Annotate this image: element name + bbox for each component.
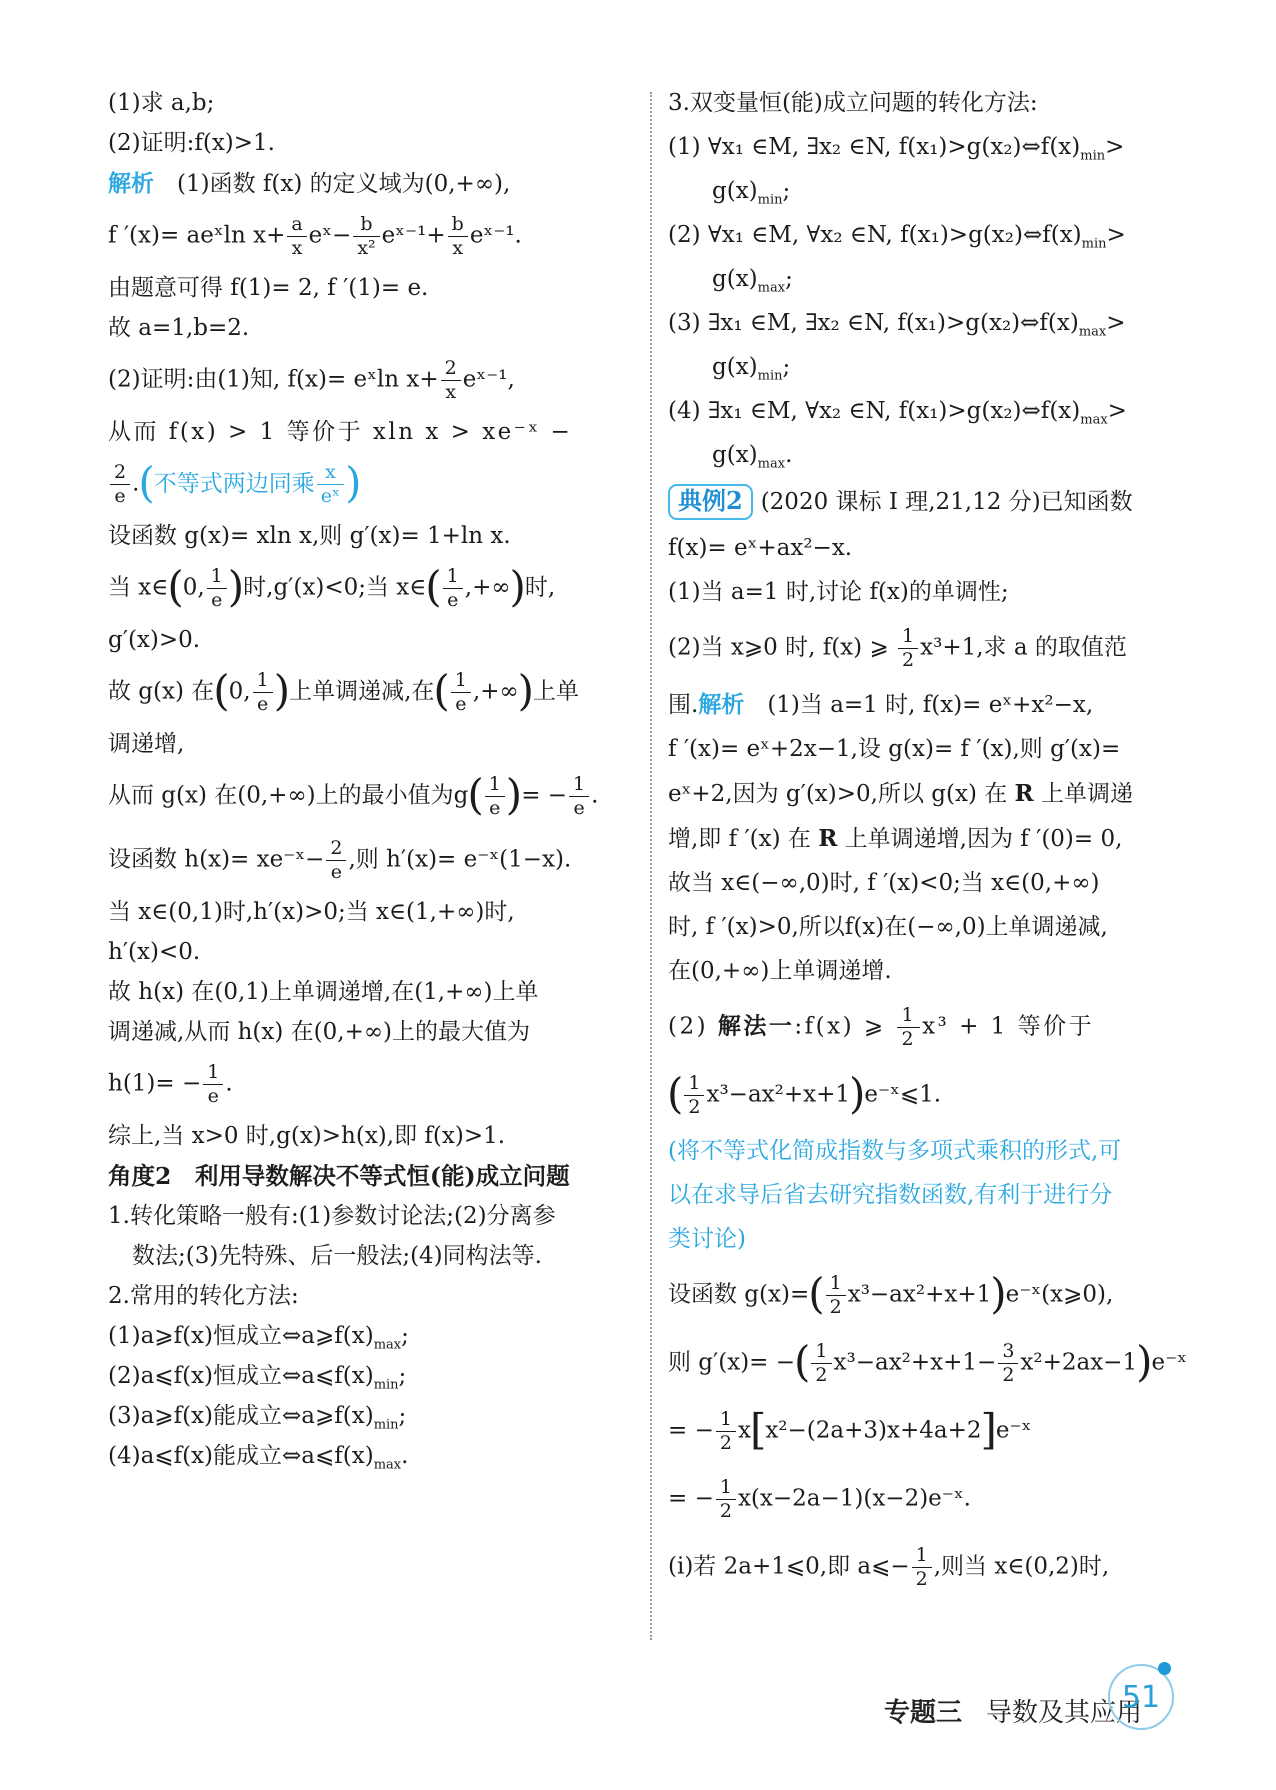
text-line: h′(x)<0. <box>108 939 201 965</box>
fraction: $\frac{1}{e}$ <box>485 773 505 820</box>
footer-section: 导数及其应用 <box>986 1698 1143 1728</box>
fraction: $\frac{2}{x}$ <box>441 357 461 404</box>
text-line: (i)若 2a+1⩽0,即 a⩽− $\frac{1}{2}$ ,则当 x∈(0,2)时, <box>668 1544 1110 1590</box>
text-line: eˣ+2,因为 g′(x)>0,所以 g(x) 在 R 上单调递 <box>668 780 1133 807</box>
text-line: f(x)= eˣ+ax²−x. <box>668 535 853 561</box>
analysis-label: 解析 <box>698 691 745 718</box>
text-line: 当 x∈(0,1)时,h′(x)>0;当 x∈(1,+∞)时, <box>108 899 515 925</box>
text-line: 数法;(3)先特殊、后一般法;(4)同构法等. <box>132 1243 542 1269</box>
text-line: 调递增, <box>108 731 185 757</box>
text-line: (2)证明:由(1)知, f(x)= eˣln x+ $\frac{2}{x}$ eˣ⁻¹, <box>108 357 515 403</box>
text-line: $g(x)_{min}$; <box>712 354 791 384</box>
text-line: 围.解析 (1)当 a=1 时, f(x)= eˣ+x²−x, <box>668 691 1094 718</box>
text-line: (3) ∃x₁ ∈M, ∃x₂ ∈N, $f(x_1)>g(x_2)\Leftrightarrow f(x)_{max}>$ <box>668 310 1126 340</box>
fraction: $\frac{b}{x}$ <box>448 213 468 260</box>
text-line: (3)a⩾f(x)能成立$\Leftrightarrow a⩾f(x)_{min}$; <box>108 1403 407 1433</box>
example-badge: 典例2 <box>668 484 753 520</box>
fraction: $\frac{2}{e}$ <box>110 461 130 508</box>
fraction: $\frac{1}{2}$ <box>898 625 918 672</box>
text-line: (4) ∃x₁ ∈M, ∀x₂ ∈N, $f(x_1)>g(x_2)\Leftrightarrow f(x)_{max}>$ <box>668 398 1127 428</box>
text-line: 当 x∈(0, $\frac{1}{e}$ )时,g′(x)<0;当 x∈( $\frac{1}{e}$ ,+∞)时, <box>108 561 556 611</box>
fraction: $\frac{1}{2}$ <box>826 1272 846 1319</box>
text-line: f ′(x)= eˣ+2x−1,设 g(x)= f ′(x),则 g′(x)= <box>668 736 1121 762</box>
text-line: 时, f ′(x)>0,所以f(x)在(−∞,0)上单调递减, <box>668 914 1108 940</box>
fraction: $\frac{1}{e}$ <box>451 669 471 716</box>
text-line: (1)当 a=1 时,讨论 f(x)的单调性; <box>668 579 1009 605</box>
text-line: 设函数 g(x)=( $\frac{1}{2}$ x³−ax²+x+1)e⁻ˣ(x⩾0), <box>668 1268 1114 1318</box>
inline-annotation: (不等式两边同乘 $\frac{x}{\text{eˣ}}$ ) <box>138 457 362 507</box>
text-line: 设函数 g(x)= xln x,则 g′(x)= 1+ln x. <box>108 523 511 549</box>
text-line: 由题意可得 f(1)= 2, f ′(1)= e. <box>108 275 429 301</box>
fraction: $\frac{1}{2}$ <box>811 1340 831 1387</box>
fraction: $\frac{1}{e}$ <box>207 565 227 612</box>
fraction: $\frac{x}{\text{eˣ}}$ <box>317 461 344 508</box>
text-line: 1.转化策略一般有:(1)参数讨论法;(2)分离参 <box>108 1203 556 1229</box>
text-line: 从而 g(x) 在(0,+∞)上的最小值为g( $\frac{1}{e}$ )= − $\frac{1}{e}$ . <box>108 769 599 819</box>
text-line: 3.双变量恒(能)成立问题的转化方法: <box>668 90 1038 116</box>
text-line: (2) 解法一:f(x) ⩾ $\frac{1}{2}$ x³ + 1 等价于 <box>668 1004 1095 1050</box>
text-line: (1) ∀x₁ ∈M, ∃x₂ ∈N, $f(x_1)>g(x_2)\Leftrightarrow f(x)_{min}>$ <box>668 134 1125 164</box>
text-line: (2) ∀x₁ ∈M, ∀x₂ ∈N, $f(x_1)>g(x_2)\Leftrightarrow f(x)_{min}>$ <box>668 222 1126 252</box>
column-divider <box>650 92 652 1640</box>
page-number: 51 <box>1121 1679 1161 1715</box>
text-line: 解析 (1)函数 f(x) 的定义域为(0,+∞), <box>108 170 511 197</box>
text-line: 调递减,从而 h(x) 在(0,+∞)上的最大值为 <box>108 1019 530 1045</box>
text-line: 典例2 (2020 课标 Ⅰ 理,21,12 分)已知函数 <box>668 484 1168 520</box>
text-line: h(1)= − $\frac{1}{e}$ . <box>108 1061 233 1107</box>
text-line: 设函数 h(x)= xe⁻ˣ− $\frac{2}{e}$ ,则 h′(x)= e⁻ˣ(1−x). <box>108 837 572 883</box>
text-line: $g(x)_{max}$; <box>712 266 793 296</box>
fraction: $\frac{1}{2}$ <box>716 1476 736 1523</box>
text-line: $\frac{2}{e}$ .(不等式两边同乘 $\frac{x}{\text{eˣ}}$ ) <box>108 457 584 512</box>
text-line: 增,即 f ′(x) 在 R 上单调递增,因为 f ′(0)= 0, <box>668 825 1123 852</box>
text-line: (2)当 x⩾0 时, f(x) ⩾ $\frac{1}{2}$ x³+1,求 a 的取值范 <box>668 625 1127 671</box>
text-line: 从而 f(x) > 1 等价于 xln x > xe⁻ˣ − <box>108 419 573 445</box>
fraction: $\frac{b}{\text{x²}}$ <box>353 213 379 260</box>
text-line: = − $\frac{1}{2}$ x[x²−(2a+3)x+4a+2]e⁻ˣ <box>668 1404 1032 1454</box>
page-number-dot-icon <box>1158 1662 1171 1675</box>
fraction: $\frac{1}{e}$ <box>253 669 273 716</box>
text-line: g′(x)>0. <box>108 627 201 653</box>
page-footer <box>0 1672 1276 1752</box>
text-line: $g(x)_{max}$. <box>712 442 793 472</box>
text-line: 2.常用的转化方法: <box>108 1283 299 1309</box>
text-line: (1)求 a,b; <box>108 90 215 116</box>
fraction: $\frac{1}{e}$ <box>443 565 463 612</box>
text-line: 故 h(x) 在(0,1)上单调递增,在(1,+∞)上单 <box>108 979 539 1005</box>
text-line: 故 g(x) 在(0, $\frac{1}{e}$ )上单调递减,在( $\frac{1}{e}$ ,+∞)上单 <box>108 665 580 715</box>
text-line: 故当 x∈(−∞,0)时, f ′(x)<0;当 x∈(0,+∞) <box>668 870 1100 896</box>
text-line: 故 a=1,b=2. <box>108 315 250 341</box>
analysis-label: 解析 <box>108 170 154 197</box>
fraction: $\frac{1}{2}$ <box>684 1072 704 1119</box>
text-line: $g(x)_{min}$; <box>712 178 791 208</box>
fraction: $\frac{1}{e}$ <box>203 1061 223 1108</box>
fraction: $\frac{2}{e}$ <box>326 837 346 884</box>
left-column <box>108 88 599 1481</box>
text-line: 角度2 利用导数解决不等式恒(能)成立问题 <box>108 1162 570 1190</box>
text-line: f ′(x)= aeˣln x+ $\frac{a}{x}$ eˣ− $\frac{b}{\text{x²}}$ eˣ⁻¹+ $\frac{b}{x}$ eˣ⁻¹. <box>108 213 522 259</box>
right-column <box>667 88 1187 1608</box>
text-line: (2)证明:f(x)>1. <box>108 130 275 156</box>
text-line: = − $\frac{1}{2}$ x(x−2a−1)(x−2)e⁻ˣ. <box>668 1476 971 1522</box>
text-line: ( $\frac{1}{2}$ x³−ax²+x+1)e⁻ˣ⩽1. <box>667 1068 942 1118</box>
fraction: $\frac{1}{2}$ <box>912 1544 932 1591</box>
footer-chapter: 专题三 <box>884 1698 963 1728</box>
text-line: 综上,当 x>0 时,g(x)>h(x),即 f(x)>1. <box>108 1123 506 1149</box>
text-line: (2)a⩽f(x)恒成立$\Leftrightarrow a⩽f(x)_{min}$; <box>108 1363 407 1393</box>
fraction: $\frac{1}{2}$ <box>897 1004 920 1051</box>
text-line: (将不等式化简成指数与多项式乘积的形式,可 <box>668 1138 1122 1164</box>
fraction: $\frac{1}{e}$ <box>569 773 589 820</box>
fraction: $\frac{3}{2}$ <box>998 1340 1018 1387</box>
fraction: $\frac{a}{x}$ <box>287 213 306 260</box>
text-line: 类讨论) <box>668 1226 746 1252</box>
text-line: 在(0,+∞)上单调递增. <box>668 958 892 984</box>
text-line: 以在求导后省去研究指数函数,有利于进行分 <box>668 1182 1113 1208</box>
text-line: (4)a⩽f(x)能成立$\Leftrightarrow a⩽f(x)_{max}$. <box>108 1443 409 1473</box>
text-line: 则 g′(x)= −( $\frac{1}{2}$ x³−ax²+x+1− $\frac{3}{2}$ x²+2ax−1)e⁻ˣ <box>668 1336 1187 1386</box>
fraction: $\frac{1}{2}$ <box>716 1408 736 1455</box>
text-line: (1)a⩾f(x)恒成立$\Leftrightarrow a⩾f(x)_{max}$; <box>108 1323 409 1353</box>
